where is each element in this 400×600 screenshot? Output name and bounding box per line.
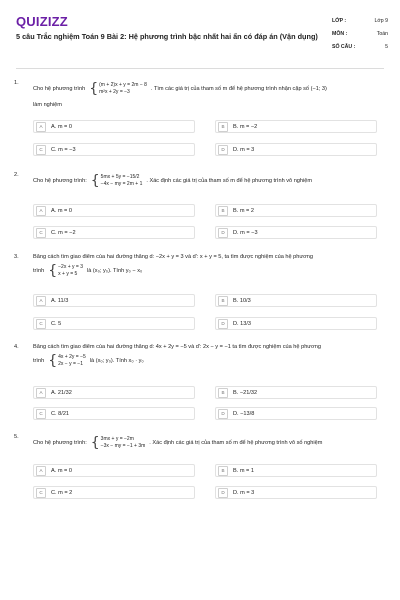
meta-panel: [332, 14, 388, 53]
option-letter: D: [218, 409, 228, 419]
question-stem: [33, 354, 144, 368]
option-text: C. m = −2: [51, 229, 76, 236]
option-letter: D: [218, 145, 228, 155]
option-letter: A: [36, 296, 46, 306]
equation-1: 4x + 2y = −5: [58, 354, 86, 361]
stem-prefix: Cho hệ phương trình: [33, 86, 86, 92]
option-c[interactable]: [33, 143, 195, 156]
option-text: C. 5: [51, 320, 62, 327]
option-text: A. m = 0: [51, 123, 72, 130]
question-stem: [33, 82, 327, 96]
question-number: 5.: [14, 434, 19, 440]
stem-suffix: là (x₀; y₀). Tính x₀ · y₀: [89, 358, 144, 364]
option-a[interactable]: [33, 464, 195, 477]
stem-prefix: Cho hệ phương trình:: [33, 178, 87, 184]
option-text: B. m = 2: [233, 207, 254, 214]
page-title: 5 câu Trắc nghiệm Toán 9 Bài 2: Hệ phương trình bậc nhất hai ẩn có đáp án (Vận dụng): [16, 32, 318, 41]
option-d[interactable]: [215, 317, 377, 330]
option-text: C. m = −3: [51, 146, 76, 153]
option-letter: A: [36, 466, 46, 476]
equation-system: [48, 264, 83, 278]
option-b[interactable]: [215, 464, 377, 477]
option-letter: A: [36, 206, 46, 216]
equation-system: [91, 436, 146, 450]
meta-count-value: 5: [385, 43, 388, 50]
equation-system: [89, 82, 147, 96]
option-letter: B: [218, 206, 228, 216]
option-letter: C: [36, 319, 46, 329]
stem-prefix: Cho hệ phương trình:: [33, 440, 87, 446]
meta-count-key: SỐ CÂU :: [332, 43, 356, 50]
question-stem: [33, 264, 142, 278]
option-c[interactable]: [33, 226, 195, 239]
equation-1: (m + 2)x + y = 2m − 8: [99, 82, 147, 89]
option-letter: C: [36, 228, 46, 238]
question-stem: [33, 436, 322, 450]
stem-prefix: trình: [33, 268, 45, 274]
stem-suffix: là (x₀; y₀). Tính y₀ − x₀: [87, 268, 143, 274]
equation-2: m²x + 2y = −3: [99, 89, 130, 95]
option-a[interactable]: [33, 294, 195, 307]
equation-1: 3mx + y = −2m: [100, 436, 134, 443]
stem-line-2: làm nghiệm: [33, 102, 62, 108]
stem-suffix: . Tìm các giá trị của tham số m để hệ phương trình nhận cặp số (−1; 3): [150, 86, 327, 92]
option-a[interactable]: [33, 204, 195, 217]
option-text: A. 11/3: [51, 297, 69, 304]
question-number: 2.: [14, 172, 19, 178]
option-b[interactable]: [215, 386, 377, 399]
option-d[interactable]: [215, 407, 377, 420]
option-text: A. 21/32: [51, 389, 72, 396]
stem-prefix: trình: [33, 358, 45, 364]
equation-system: [48, 354, 86, 368]
meta-grade-key: LỚP :: [332, 17, 347, 24]
option-text: D. −13/8: [233, 410, 255, 417]
quizizz-logo: QUIZIZZ: [16, 14, 68, 29]
option-b[interactable]: [215, 294, 377, 307]
option-text: D. m = 3: [233, 146, 255, 153]
question-number: 1.: [14, 80, 19, 86]
question-1: [14, 80, 386, 166]
option-text: D. m = −3: [233, 229, 258, 236]
option-letter: B: [218, 466, 228, 476]
meta-subject-value: Toán: [376, 30, 388, 37]
option-letter: B: [218, 122, 228, 132]
option-text: C. 8/21: [51, 410, 70, 417]
meta-grade: [332, 14, 388, 27]
option-letter: A: [36, 388, 46, 398]
option-text: D. m = 3: [233, 489, 255, 496]
option-text: A. m = 0: [51, 207, 72, 214]
option-b[interactable]: [215, 204, 377, 217]
option-b[interactable]: [215, 120, 377, 133]
option-d[interactable]: [215, 143, 377, 156]
option-letter: C: [36, 488, 46, 498]
option-a[interactable]: [33, 120, 195, 133]
question-number: 3.: [14, 254, 19, 260]
option-letter: A: [36, 122, 46, 132]
option-text: A. m = 0: [51, 467, 72, 474]
question-3: [14, 254, 386, 340]
option-letter: C: [36, 409, 46, 419]
option-letter: C: [36, 145, 46, 155]
meta-count: [332, 40, 388, 53]
equation-2: x + y = 5: [58, 271, 78, 277]
meta-grade-value: Lớp 9: [374, 17, 388, 24]
meta-subject: [332, 27, 388, 40]
meta-subject-key: MÔN :: [332, 30, 348, 37]
brace-icon: {: [48, 263, 58, 279]
question-2: [14, 172, 386, 246]
option-text: B. m = −2: [233, 123, 258, 130]
option-text: C. m = 2: [51, 489, 73, 496]
stem-suffix: . Xác định các giá trị của tham số m để hệ phương trình vô số nghiệm: [149, 440, 323, 446]
brace-icon: {: [90, 435, 100, 451]
stem-suffix: . Xác định các giá trị của tham số m để hệ phương trình vô nghiệm: [146, 178, 313, 184]
equation-2: −3x − my = −1 + 3m: [100, 443, 146, 449]
brace-icon: {: [89, 81, 99, 97]
option-c[interactable]: [33, 317, 195, 330]
option-c[interactable]: [33, 407, 195, 420]
option-letter: D: [218, 488, 228, 498]
option-letter: D: [218, 319, 228, 329]
option-letter: B: [218, 296, 228, 306]
question-number: 4.: [14, 344, 19, 350]
option-text: B. −21/32: [233, 389, 258, 396]
option-letter: B: [218, 388, 228, 398]
stem-line-1: Bằng cách tìm giao điểm của hai đường thẳng d: 4x + 2y = −5 và d': 2x − y = −1 ta tìm được nghiệm của hệ phương: [33, 344, 321, 350]
question-stem: [33, 174, 312, 188]
option-c[interactable]: [33, 486, 195, 499]
question-4: [14, 344, 386, 430]
option-d[interactable]: [215, 486, 377, 499]
header-divider: [16, 68, 384, 69]
option-text: B. m = 1: [233, 467, 254, 474]
option-a[interactable]: [33, 386, 195, 399]
option-d[interactable]: [215, 226, 377, 239]
equation-1: −2x + y = 3: [58, 264, 84, 271]
option-letter: D: [218, 228, 228, 238]
equation-2: 2x − y = −1: [58, 361, 84, 367]
stem-line-1: Bằng cách tìm giao điểm của hai đường thẳng d: −2x + y = 3 và d': x + y = 5, ta tìm được nghiệm của hệ phương: [33, 254, 314, 260]
option-text: D. 13/3: [233, 320, 252, 327]
brace-icon: {: [90, 173, 100, 189]
brace-icon: {: [48, 353, 58, 369]
equation-2: −4x − my = 2m + 1: [100, 181, 143, 187]
question-5: [14, 434, 386, 508]
equation-system: [91, 174, 143, 188]
option-text: B. 10/3: [233, 297, 251, 304]
equation-1: 5mx + 5y = −15/2: [100, 174, 140, 181]
